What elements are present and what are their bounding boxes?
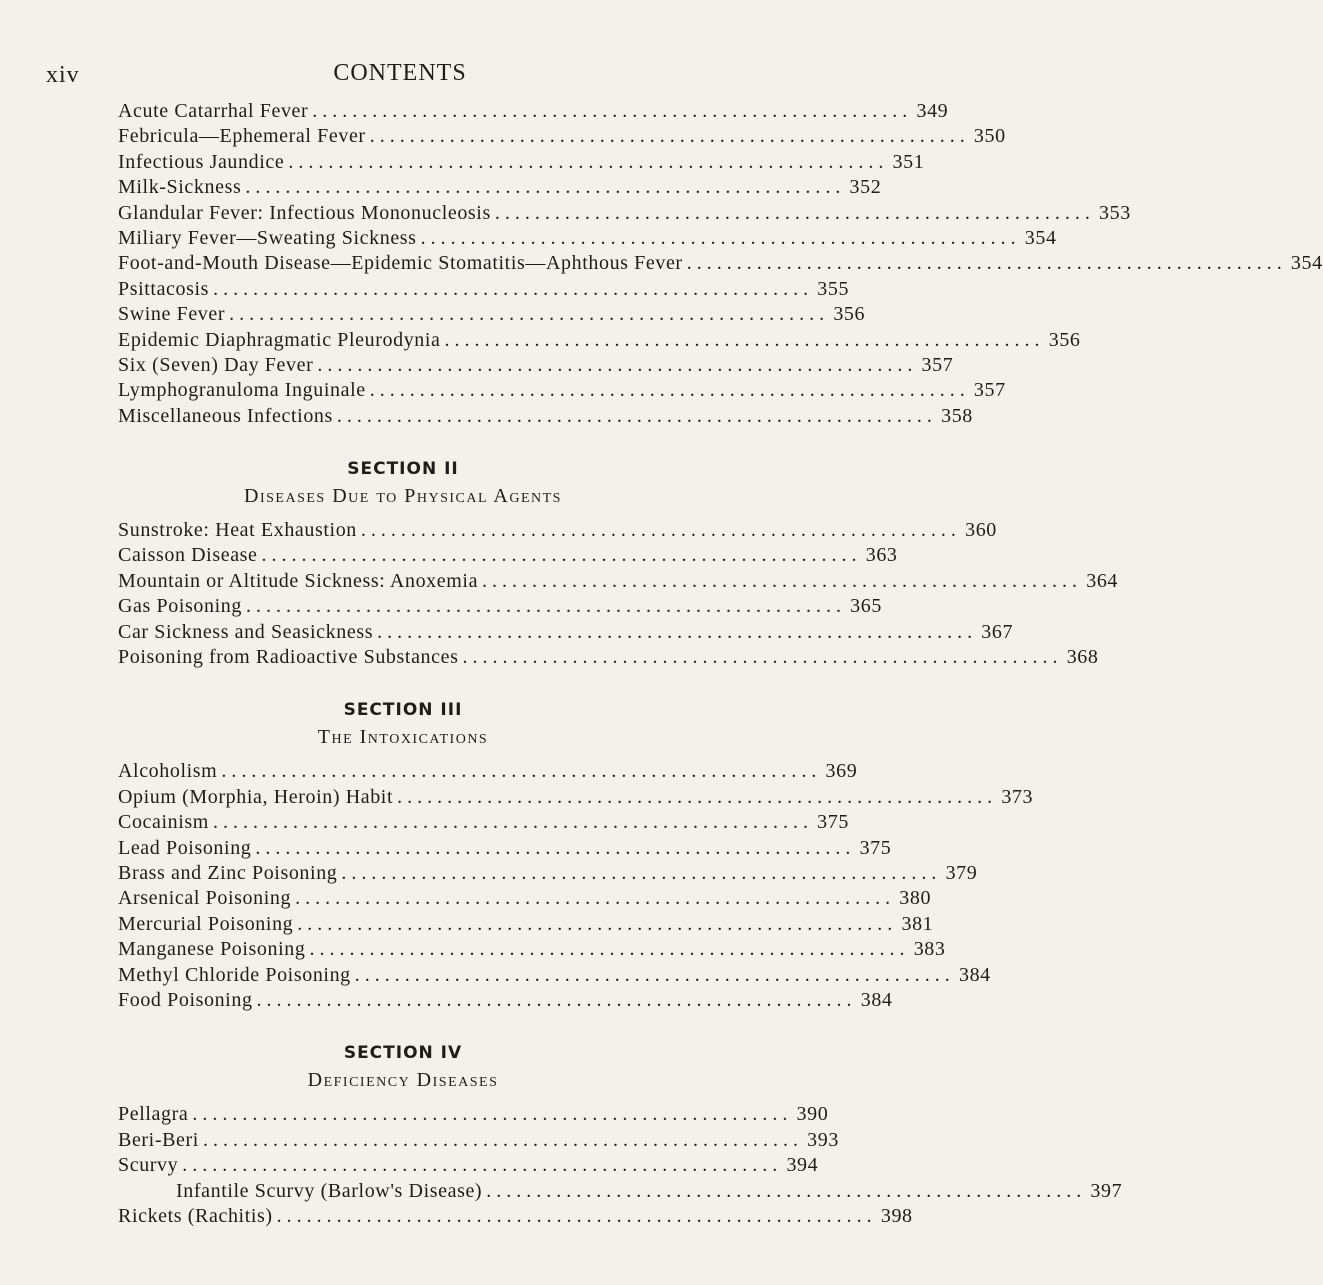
dot-leader: ............................................................	[397, 785, 998, 808]
toc-entry-page: 379	[945, 861, 978, 884]
toc-entry-title: Febricula—Ephemeral Fever	[118, 125, 366, 148]
toc-entry	[118, 620, 1014, 646]
toc-entry	[118, 1179, 1123, 1205]
dot-leader: ............................................................	[486, 1179, 1087, 1202]
toc-entry-title: Alcoholism	[118, 760, 218, 783]
section-heading: SECTION III	[343, 700, 463, 721]
toc-entry-page: 381	[901, 912, 934, 935]
table-of-contents	[118, 100, 1323, 1230]
toc-entry-page: 380	[899, 887, 932, 910]
page-folio: xiv	[46, 62, 80, 88]
dot-leader: ............................................................	[229, 303, 830, 326]
toc-entry-title: Car Sickness and Seasickness	[118, 620, 374, 643]
toc-entry	[118, 544, 898, 569]
toc-entry	[118, 1204, 913, 1230]
toc-entry-title: Mountain or Altitude Sickness: Anoxemia	[118, 569, 479, 592]
toc-entry	[118, 811, 849, 836]
toc-entry-title: Psittacosis	[118, 277, 210, 300]
toc-entry	[118, 150, 925, 176]
toc-entry-page: 375	[817, 811, 849, 834]
toc-entry-page: 365	[850, 595, 882, 618]
toc-entry	[118, 646, 1099, 671]
toc-entry-page: 353	[1099, 201, 1131, 224]
toc-entry	[118, 353, 954, 379]
dot-leader: ............................................................	[256, 988, 857, 1011]
dot-leader: ............................................................	[420, 226, 1021, 249]
toc-entry	[118, 912, 934, 938]
toc-entry-title: Miliary Fever—Sweating Sickness	[118, 226, 417, 249]
toc-entry-page: 355	[817, 277, 850, 300]
section-heading: SECTION IV	[343, 1043, 463, 1064]
toc-entry-title: Brass and Zinc Poisoning	[118, 861, 338, 884]
toc-entry-page: 384	[860, 988, 893, 1011]
toc-entry-title: Foot-and-Mouth Disease—Epidemic Stomatitis—Aphthous Fever	[118, 252, 683, 275]
toc-entry-title: Swine Fever	[118, 303, 226, 326]
toc-entry-title: Mercurial Poisoning	[118, 912, 294, 935]
dot-leader: ............................................................	[369, 379, 970, 402]
dot-leader: ............................................................	[377, 620, 978, 643]
toc-group-section-ii	[118, 519, 1119, 671]
toc-entry-title: Six (Seven) Day Fever	[118, 353, 314, 376]
dot-leader: ............................................................	[295, 887, 896, 910]
toc-entry-title: Lymphogranuloma Inguinale	[118, 379, 366, 402]
toc-entry-title: Beri-Beri	[118, 1128, 199, 1151]
toc-entry	[118, 988, 893, 1014]
section-heading: SECTION II	[347, 459, 459, 480]
toc-entry-title: Methyl Chloride Poisoning	[118, 963, 351, 986]
toc-entry	[118, 201, 1131, 227]
dot-leader: ............................................................	[444, 328, 1045, 351]
toc-entry-page: 354	[1290, 252, 1323, 275]
toc-entry-title: Lead Poisoning	[118, 836, 252, 859]
dot-leader: ............................................................	[336, 404, 937, 427]
toc-entry	[118, 252, 1323, 277]
toc-entry-page: 368	[1066, 646, 1099, 669]
dot-leader: ............................................................	[288, 150, 889, 173]
toc-entry	[118, 569, 1119, 595]
toc-entry-title: Food Poisoning	[118, 988, 253, 1011]
dot-leader: ............................................................	[182, 1154, 783, 1177]
dot-leader: ............................................................	[309, 938, 910, 961]
toc-entry-page: 357	[973, 379, 1006, 402]
toc-entry	[118, 226, 1057, 252]
toc-entry	[118, 1103, 829, 1128]
toc-entry-page: 352	[849, 176, 882, 199]
dot-leader: ............................................................	[255, 836, 856, 859]
dot-leader: ............................................................	[245, 176, 846, 199]
dot-leader: ............................................................	[317, 353, 918, 376]
toc-entry-title: Epidemic Diaphragmatic Pleurodynia	[118, 328, 441, 351]
toc-entry	[118, 1128, 839, 1154]
section-subheading: Diseases Due to Physical Agents	[244, 485, 562, 508]
toc-entry-title: Acute Catarrhal Fever	[118, 100, 309, 122]
toc-entry-title: Caisson Disease	[118, 544, 258, 567]
toc-entry-page: 394	[786, 1154, 819, 1177]
dot-leader: ............................................................	[212, 811, 813, 834]
toc-entry	[118, 785, 1034, 811]
toc-entry-page: 351	[892, 150, 925, 173]
dot-leader: ............................................................	[686, 252, 1287, 275]
dot-leader: ............................................................	[369, 125, 970, 148]
toc-entry	[118, 379, 1006, 404]
toc-entry-title: Rickets (Rachitis)	[118, 1204, 273, 1227]
toc-entry	[118, 100, 949, 125]
toc-entry-page: 357	[921, 353, 954, 376]
toc-entry-title: Poisoning from Radioactive Substances	[118, 646, 459, 669]
dot-leader: ............................................................	[462, 646, 1063, 669]
dot-leader: ............................................................	[360, 519, 961, 542]
section-subheading: Deficiency Diseases	[307, 1069, 499, 1092]
toc-entry	[118, 836, 892, 862]
toc-entry	[118, 938, 946, 963]
toc-entry-page: 360	[965, 519, 997, 542]
toc-entry-title: Glandular Fever: Infectious Mononucleosis	[118, 201, 491, 224]
toc-entry-title: Infantile Scurvy (Barlow's Disease)	[176, 1179, 483, 1202]
toc-entry-page: 397	[1090, 1179, 1123, 1202]
dot-leader: ............................................................	[261, 544, 862, 567]
toc-entry	[118, 861, 978, 887]
dot-leader: ............................................................	[245, 595, 846, 618]
toc-entry	[118, 176, 882, 201]
dot-leader: ............................................................	[341, 861, 942, 884]
toc-entry-page: 364	[1086, 569, 1119, 592]
toc-entry-page: 358	[941, 404, 973, 427]
toc-entry-title: Arsenical Poisoning	[118, 887, 292, 910]
toc-entry-title: Milk-Sickness	[118, 176, 242, 199]
toc-entry-title: Pellagra	[118, 1103, 189, 1126]
toc-entry	[118, 519, 997, 544]
dot-leader: ............................................................	[354, 963, 955, 986]
toc-entry-title: Miscellaneous Infections	[118, 404, 333, 427]
toc-entry-title: Cocainism	[118, 811, 209, 834]
section-subheading: The Intoxications	[317, 726, 489, 749]
toc-entry-page: 390	[796, 1103, 829, 1126]
toc-entry-page: 367	[981, 620, 1014, 643]
running-head: CONTENTS	[333, 60, 467, 86]
toc-entry-title: Sunstroke: Heat Exhaustion	[118, 519, 357, 542]
toc-entry-page: 384	[958, 963, 991, 986]
toc-entry-title: Opium (Morphia, Heroin) Habit	[118, 785, 394, 808]
toc-entry-page: 354	[1024, 226, 1057, 249]
toc-entry-page: 356	[1048, 328, 1081, 351]
toc-entry-page: 369	[825, 760, 858, 783]
dot-leader: ............................................................	[312, 100, 913, 122]
toc-group-section-iv	[118, 1103, 1123, 1230]
toc-entry-title: Scurvy	[118, 1154, 179, 1177]
toc-entry-page: 398	[880, 1204, 913, 1227]
toc-entry-page: 373	[1001, 785, 1034, 808]
toc-entry-title: Infectious Jaundice	[118, 150, 285, 173]
dot-leader: ............................................................	[297, 912, 898, 935]
toc-entry-page: 349	[916, 100, 949, 122]
toc-entry-page: 375	[859, 836, 892, 859]
toc-entry	[118, 760, 858, 785]
dot-leader: ............................................................	[192, 1103, 793, 1126]
toc-entry-page: 363	[865, 544, 898, 567]
toc-entry	[118, 125, 1006, 150]
toc-entry	[118, 887, 932, 912]
toc-entry	[118, 595, 882, 620]
dot-leader: ............................................................	[482, 569, 1083, 592]
toc-entry-title: Manganese Poisoning	[118, 938, 306, 961]
toc-entry	[118, 328, 1081, 354]
toc-entry	[118, 1154, 819, 1179]
toc-group-section-iii	[118, 760, 1034, 1014]
toc-entry	[118, 303, 866, 328]
toc-entry-title: Gas Poisoning	[118, 595, 242, 618]
toc-entry-page: 356	[833, 303, 866, 326]
toc-entry-page: 393	[807, 1128, 839, 1151]
dot-leader: ............................................................	[202, 1128, 803, 1151]
toc-entry	[118, 404, 973, 430]
toc-group-infections	[118, 100, 1323, 430]
toc-entry	[118, 963, 991, 989]
toc-entry-page: 350	[973, 125, 1006, 148]
dot-leader: ............................................................	[276, 1204, 877, 1227]
toc-entry	[118, 277, 850, 303]
dot-leader: ............................................................	[221, 760, 822, 783]
dot-leader: ............................................................	[494, 201, 1095, 224]
toc-entry-page: 383	[913, 938, 946, 961]
dot-leader: ............................................................	[213, 277, 814, 300]
